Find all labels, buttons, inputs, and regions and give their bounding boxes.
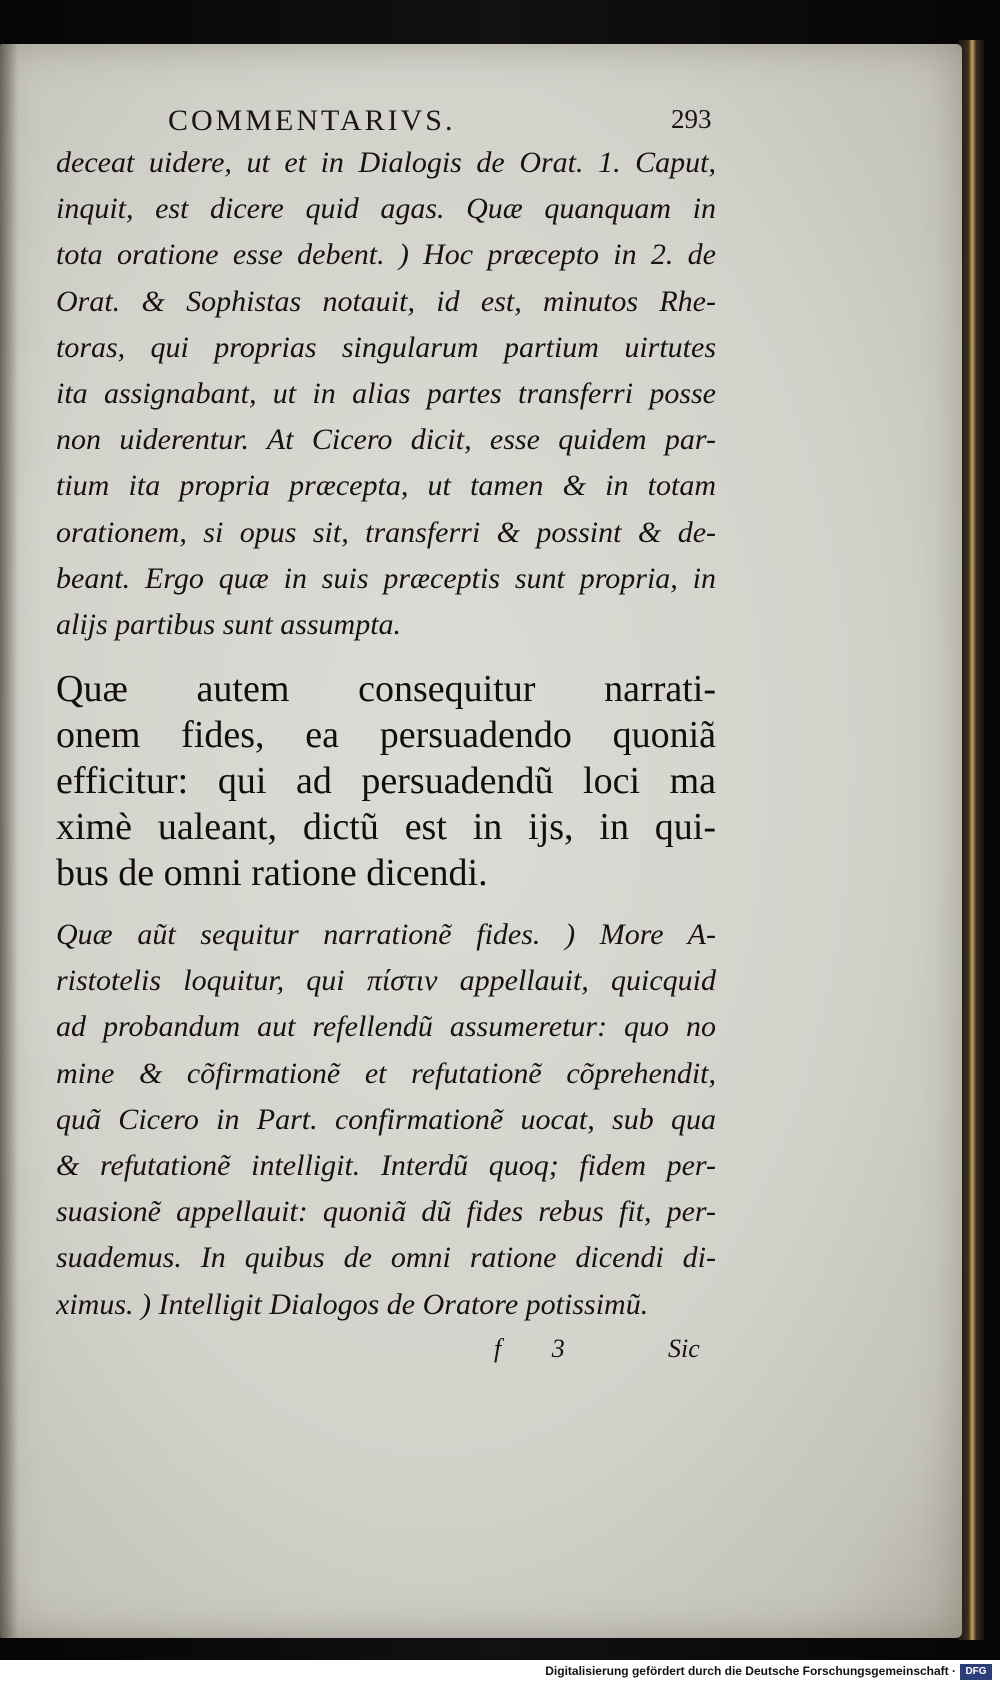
commentary-line: suademus. In quibus de omni ratione dicendi di- — [56, 1241, 716, 1275]
catchword: Sic — [668, 1333, 700, 1363]
main-text-line: efficitur: qui ad persuadendũ loci ma — [56, 760, 716, 803]
commentary-line: Orat. & Sophistas notauit, id est, minutos Rhe- — [56, 284, 716, 318]
commentary-block-1 — [56, 140, 716, 648]
commentary-line: beant. Ergo quæ in suis præceptis sunt propria, in — [56, 561, 716, 595]
dfg-logo: DFG — [960, 1664, 992, 1680]
commentary-line: alijs partibus sunt assumpta. — [56, 607, 402, 641]
commentary-line: ximus. ) Intelligit Dialogos de Oratore potissimũ. — [56, 1287, 649, 1321]
commentary-line: & refutationẽ intelligit. Interdũ quoq; fidem per- — [56, 1149, 716, 1182]
commentary-line: Quæ aũt sequitur narrationẽ fides. ) More A- — [56, 918, 716, 952]
page-content — [56, 104, 716, 1374]
signature-row — [56, 1334, 716, 1374]
running-head — [56, 104, 716, 140]
commentary-line: toras, qui proprias singularum partium uirtutes — [56, 330, 716, 364]
running-title: COMMENTARIVS. — [168, 104, 456, 137]
main-text-line: Quæ autem consequitur narrati- — [56, 668, 716, 711]
main-text-block — [56, 666, 716, 896]
commentary-line: tota oratione esse debent. ) Hoc præcepto in 2. de — [56, 238, 716, 272]
commentary-line: inquit, est dicere quid agas. Quæ quanquam in — [56, 192, 716, 226]
main-text-line: bus de omni ratione dicendi. — [56, 852, 488, 895]
commentary-line: orationem, si opus sit, transferri & possint & de- — [56, 515, 716, 549]
commentary-block-2 — [56, 912, 716, 1328]
main-text-line: onem fides, ea persuadendo quoniã — [56, 714, 716, 757]
commentary-line: mine & cõfirmationẽ et refutationẽ cõprehendit, — [56, 1056, 716, 1090]
page-gutter-shadow — [0, 44, 18, 1638]
commentary-line: quã Cicero in Part. confirmationẽ uocat, sub qua — [56, 1102, 716, 1136]
commentary-line: tium ita propria præcepta, ut tamen & in totam — [56, 469, 716, 503]
signature-mark: f 3 — [494, 1333, 587, 1363]
footer-credit: Digitalisierung gefördert durch die Deutsche Forschungsgemeinschaft · — [545, 1664, 956, 1678]
commentary-line: ristotelis loquitur, qui πίστιν appellauit, quicquid — [56, 964, 716, 998]
footer-bar — [0, 1660, 1000, 1686]
main-text-line: ximè ualeant, dictũ est in ijs, in qui- — [56, 806, 716, 849]
commentary-line: deceat uidere, ut et in Dialogis de Orat. 1. Caput, — [56, 146, 716, 179]
commentary-line: ad probandum aut refellendũ assumeretur: quo no — [56, 1010, 716, 1044]
commentary-line: ita assignabant, ut in alias partes transferri posse — [56, 376, 716, 410]
commentary-line: suasionẽ appellauit: quoniã dũ fides rebus fit, per- — [56, 1195, 716, 1229]
commentary-line: non uiderentur. At Cicero dicit, esse quidem par- — [56, 423, 716, 457]
page-number: 293 — [671, 104, 712, 134]
